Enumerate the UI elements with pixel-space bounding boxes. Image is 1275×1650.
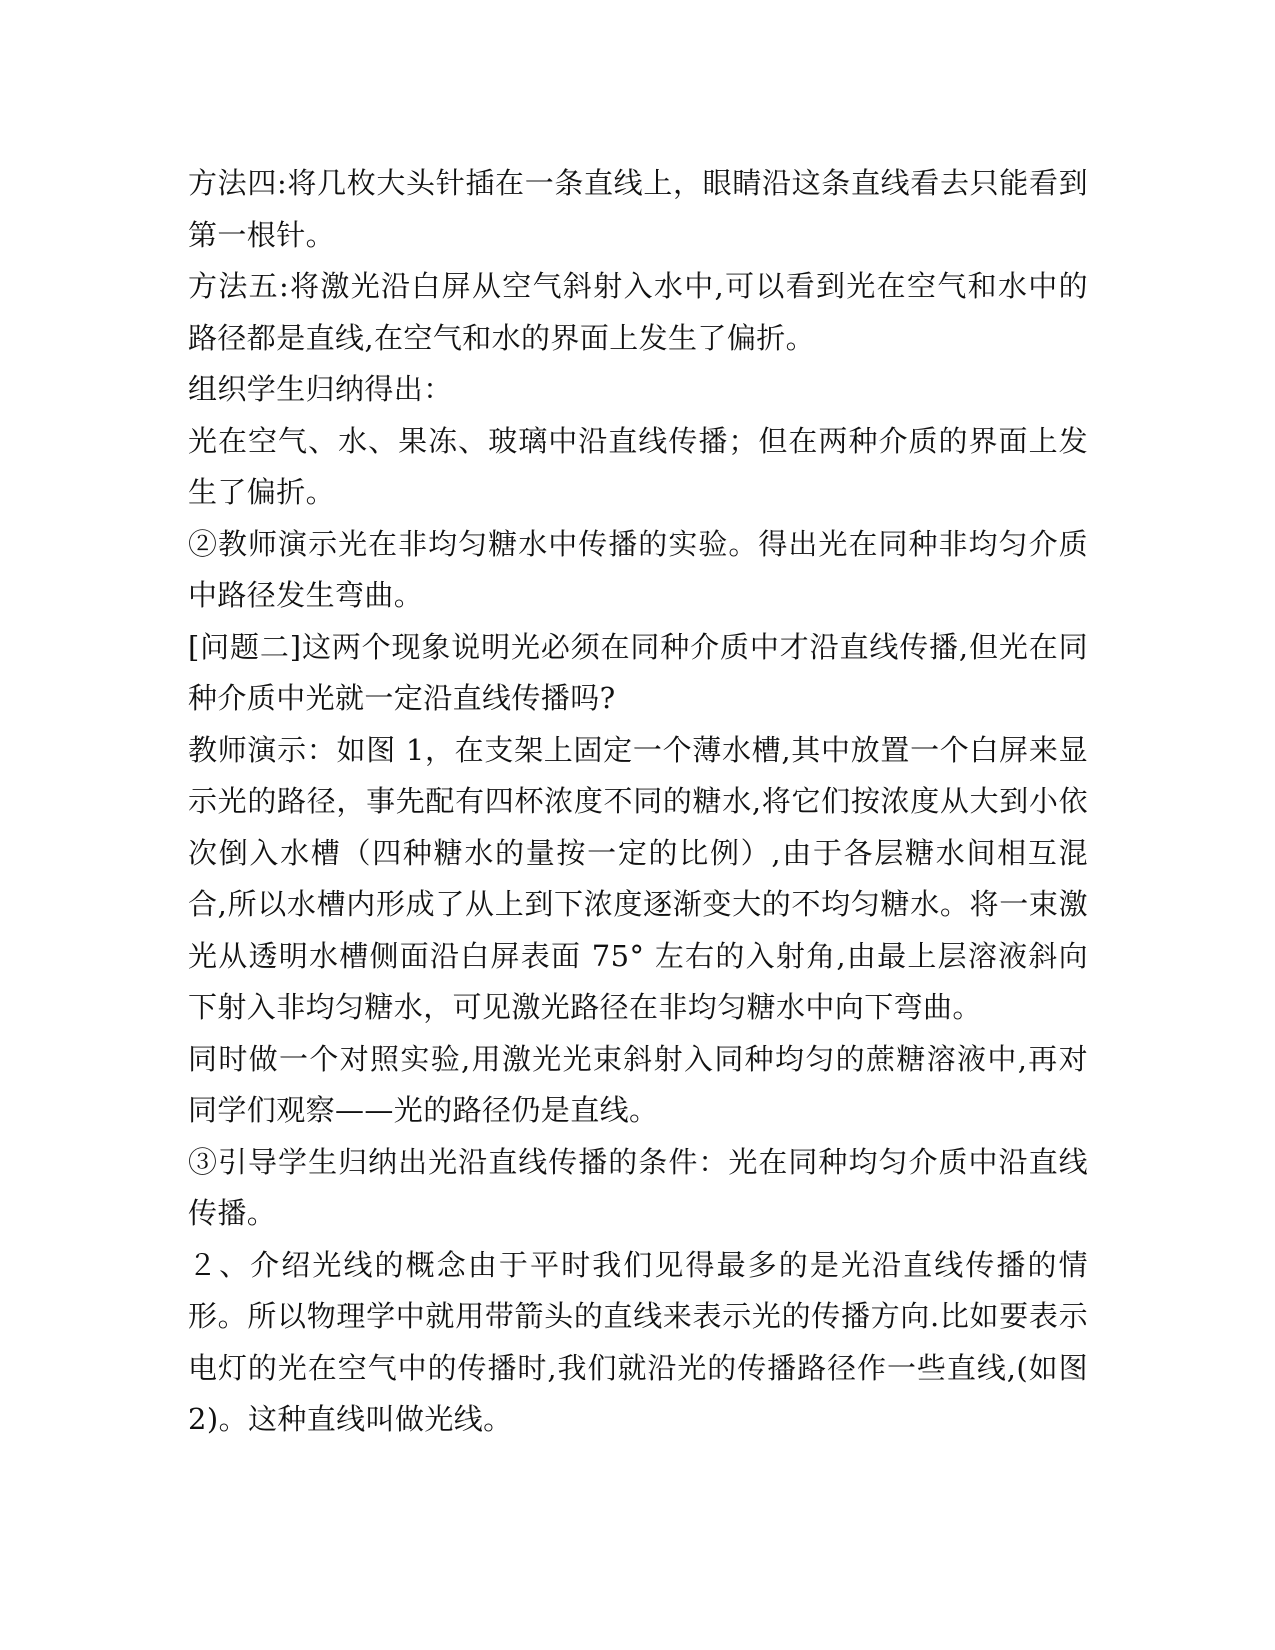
paragraph-propagation-condition: ③引导学生归纳出光沿直线传播的条件：光在同种均匀介质中沿直线传播。: [188, 1144, 1088, 1230]
paragraph-control-experiment: 同时做一个对照实验,用激光光束斜射入同种均匀的蔗糖溶液中,再对同学们观察——光的路径仍是直线。: [188, 1041, 1088, 1127]
paragraph-method-five: 方法五:将激光沿白屏从空气斜射入水中,可以看到光在空气和水中的路径都是直线,在空气和水的界面上发生了偏折。: [188, 269, 1088, 355]
paragraph-light-ray-concept: ２、介绍光线的概念由于平时我们见得最多的是光沿直线传播的情形。所以物理学中就用带箭头的直线来表示光的传播方向.比如要表示电灯的光在空气中的传播时,我们就沿光的传播路径作一些直线,(如图 2)。这种直线叫做光线。: [188, 1247, 1088, 1436]
paragraph-question-two: [问题二]这两个现象说明光必须在同种介质中才沿直线传播,但光在同种介质中光就一定沿直线传播吗?: [188, 629, 1088, 715]
paragraph-method-four: 方法四:将几枚大头针插在一条直线上，眼睛沿这条直线看去只能看到第一根针。: [188, 166, 1088, 252]
document-body: [188, 158, 1088, 1446]
paragraph-teacher-demo-sugar: ②教师演示光在非均匀糖水中传播的实验。得出光在同种非均匀介质中路径发生弯曲。: [188, 526, 1088, 612]
paragraph-teacher-demo-figure-1: 教师演示：如图 1，在支架上固定一个薄水槽,其中放置一个白屏来显示光的路径，事先配有四杯浓度不同的糖水,将它们按浓度从大到小依次倒入水槽（四种糖水的量按一定的比例）,由于各层糖水间相互混合,所以水槽内形成了从上到下浓度逐渐变大的不均匀糖水。将一束激光从透明水槽侧面沿白屏表面 75° 左右的入射角,由最上层溶液斜向下射入非均匀糖水，可见激光路径在非均匀糖水中向下弯曲。: [188, 732, 1088, 1024]
paragraph-summary-intro: 组织学生归纳得出：: [188, 372, 453, 406]
paragraph-summary-conclusion: 光在空气、水、果冻、玻璃中沿直线传播；但在两种介质的界面上发生了偏折。: [188, 423, 1088, 509]
